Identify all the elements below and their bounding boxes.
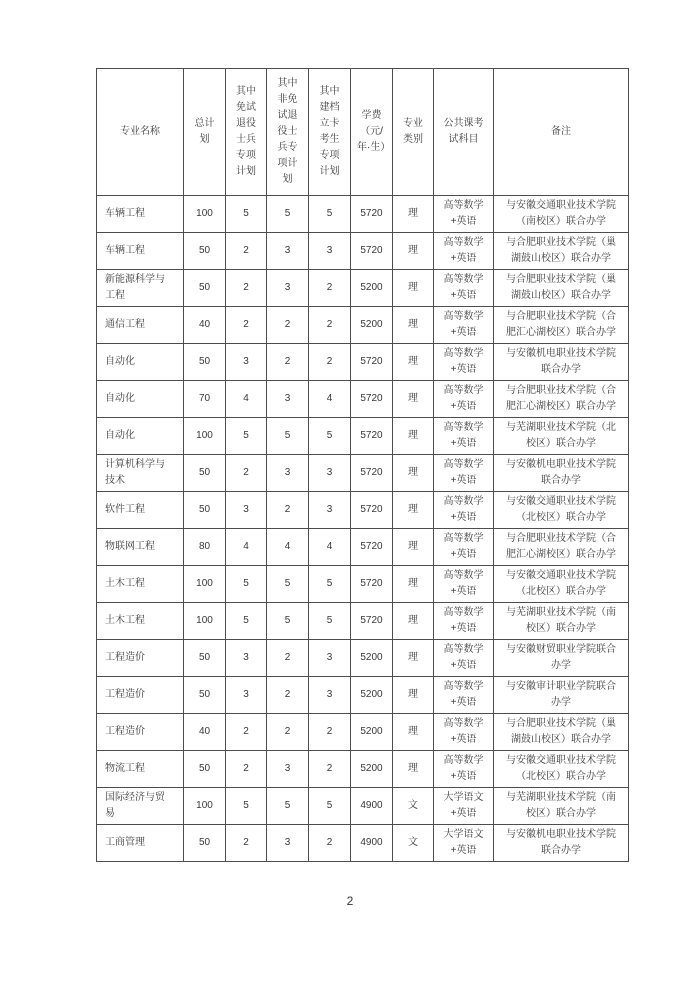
cell-exempt: 2: [226, 233, 267, 270]
cell-major: 工商管理: [97, 825, 184, 862]
cell-fee: 4900: [351, 825, 393, 862]
cell-fee: 5720: [351, 233, 393, 270]
cell-card: 5: [309, 788, 351, 825]
cell-major: 自动化: [97, 381, 184, 418]
cell-remark: 与合肥职业技术学院（巢湖鼓山校区）联合办学: [494, 233, 629, 270]
cell-category: 理: [393, 751, 434, 788]
cell-category: 理: [393, 492, 434, 529]
cell-non-exempt: 5: [267, 418, 309, 455]
table-row: [97, 233, 629, 270]
cell-subjects: 高等数学+英语: [434, 751, 494, 788]
cell-fee: 5720: [351, 566, 393, 603]
cell-remark: 与合肥职业技术学院（巢湖鼓山校区）联合办学: [494, 714, 629, 751]
cell-subjects: 高等数学+英语: [434, 270, 494, 307]
cell-category: 理: [393, 529, 434, 566]
cell-non-exempt: 2: [267, 640, 309, 677]
header-total-plan: 总计划: [184, 69, 226, 196]
table-row: [97, 603, 629, 640]
table-row: [97, 492, 629, 529]
cell-fee: 5200: [351, 714, 393, 751]
cell-card: 4: [309, 381, 351, 418]
header-public-exam-subjects: 公共课考试科目: [434, 69, 494, 196]
cell-category: 文: [393, 788, 434, 825]
cell-total: 50: [184, 825, 226, 862]
cell-exempt: 5: [226, 566, 267, 603]
header-tuition-fee: 学费（元/年·生）: [351, 69, 393, 196]
cell-subjects: 高等数学+英语: [434, 603, 494, 640]
cell-card: 2: [309, 714, 351, 751]
cell-remark: 与合肥职业技术学院（合肥汇心湖校区）联合办学: [494, 529, 629, 566]
table-row: [97, 307, 629, 344]
table-row: [97, 196, 629, 233]
cell-subjects: 高等数学+英语: [434, 492, 494, 529]
cell-non-exempt: 2: [267, 492, 309, 529]
cell-remark: 与安徽机电职业技术学院联合办学: [494, 344, 629, 381]
cell-major: 工程造价: [97, 714, 184, 751]
cell-category: 理: [393, 603, 434, 640]
cell-total: 80: [184, 529, 226, 566]
cell-major: 车辆工程: [97, 233, 184, 270]
cell-exempt: 5: [226, 788, 267, 825]
cell-card: 2: [309, 825, 351, 862]
cell-total: 100: [184, 566, 226, 603]
cell-non-exempt: 2: [267, 677, 309, 714]
cell-remark: 与芜湖职业技术学院（南校区）联合办学: [494, 603, 629, 640]
cell-remark: 与芜湖职业技术学院（南校区）联合办学: [494, 788, 629, 825]
cell-subjects: 高等数学+英语: [434, 233, 494, 270]
cell-subjects: 高等数学+英语: [434, 714, 494, 751]
cell-remark: 与安徽交通职业技术学院（北校区）联合办学: [494, 492, 629, 529]
cell-card: 3: [309, 640, 351, 677]
cell-remark: 与安徽交通职业技术学院（南校区）联合办学: [494, 196, 629, 233]
cell-exempt: 5: [226, 196, 267, 233]
cell-fee: 5720: [351, 418, 393, 455]
cell-remark: 与安徽财贸职业学院联合办学: [494, 640, 629, 677]
cell-card: 2: [309, 344, 351, 381]
cell-fee: 5200: [351, 640, 393, 677]
cell-total: 100: [184, 418, 226, 455]
table-row: [97, 529, 629, 566]
cell-fee: 5720: [351, 455, 393, 492]
cell-total: 50: [184, 455, 226, 492]
cell-remark: 与合肥职业技术学院（巢湖鼓山校区）联合办学: [494, 270, 629, 307]
cell-card: 2: [309, 307, 351, 344]
cell-card: 3: [309, 492, 351, 529]
cell-non-exempt: 2: [267, 307, 309, 344]
cell-remark: 与安徽机电职业技术学院联合办学: [494, 455, 629, 492]
cell-exempt: 2: [226, 455, 267, 492]
cell-major: 自动化: [97, 418, 184, 455]
cell-major: 通信工程: [97, 307, 184, 344]
header-major-category: 专业类别: [393, 69, 434, 196]
cell-subjects: 大学语文+英语: [434, 825, 494, 862]
table-row: [97, 418, 629, 455]
cell-non-exempt: 5: [267, 603, 309, 640]
cell-major: 土木工程: [97, 603, 184, 640]
cell-remark: 与安徽机电职业技术学院联合办学: [494, 825, 629, 862]
cell-major: 工程造价: [97, 640, 184, 677]
cell-fee: 5720: [351, 492, 393, 529]
cell-card: 3: [309, 455, 351, 492]
table-body: [97, 196, 629, 862]
table-row: [97, 714, 629, 751]
cell-major: 新能源科学与工程: [97, 270, 184, 307]
cell-exempt: 2: [226, 307, 267, 344]
cell-fee: 5200: [351, 270, 393, 307]
cell-subjects: 高等数学+英语: [434, 196, 494, 233]
cell-exempt: 2: [226, 825, 267, 862]
cell-remark: 与合肥职业技术学院（合肥汇心湖校区）联合办学: [494, 381, 629, 418]
cell-exempt: 5: [226, 603, 267, 640]
cell-total: 50: [184, 751, 226, 788]
cell-exempt: 2: [226, 714, 267, 751]
cell-total: 100: [184, 788, 226, 825]
cell-subjects: 高等数学+英语: [434, 344, 494, 381]
cell-total: 50: [184, 233, 226, 270]
cell-major: 软件工程: [97, 492, 184, 529]
cell-total: 50: [184, 640, 226, 677]
cell-fee: 5200: [351, 751, 393, 788]
cell-major: 自动化: [97, 344, 184, 381]
cell-total: 70: [184, 381, 226, 418]
cell-subjects: 高等数学+英语: [434, 307, 494, 344]
cell-total: 40: [184, 714, 226, 751]
cell-non-exempt: 2: [267, 344, 309, 381]
cell-fee: 5200: [351, 677, 393, 714]
cell-card: 3: [309, 677, 351, 714]
cell-exempt: 3: [226, 492, 267, 529]
cell-non-exempt: 5: [267, 196, 309, 233]
cell-card: 2: [309, 270, 351, 307]
cell-total: 50: [184, 344, 226, 381]
cell-category: 理: [393, 344, 434, 381]
cell-remark: 与安徽交通职业技术学院（北校区）联合办学: [494, 566, 629, 603]
cell-exempt: 5: [226, 418, 267, 455]
cell-category: 理: [393, 381, 434, 418]
cell-remark: 与合肥职业技术学院（合肥汇心湖校区）联合办学: [494, 307, 629, 344]
cell-total: 50: [184, 270, 226, 307]
cell-non-exempt: 2: [267, 714, 309, 751]
cell-fee: 5720: [351, 603, 393, 640]
cell-category: 理: [393, 714, 434, 751]
cell-major: 工程造价: [97, 677, 184, 714]
header-nonexempt-veteran-plan: 其中非免试退役士兵专项计划: [267, 69, 309, 196]
cell-fee: 5720: [351, 529, 393, 566]
cell-total: 100: [184, 196, 226, 233]
cell-category: 理: [393, 418, 434, 455]
cell-non-exempt: 4: [267, 529, 309, 566]
table-header-row: [97, 69, 629, 196]
table-row: [97, 455, 629, 492]
cell-major: 物联网工程: [97, 529, 184, 566]
cell-subjects: 高等数学+英语: [434, 640, 494, 677]
cell-category: 理: [393, 677, 434, 714]
cell-category: 理: [393, 455, 434, 492]
cell-non-exempt: 3: [267, 381, 309, 418]
cell-category: 文: [393, 825, 434, 862]
cell-card: 3: [309, 233, 351, 270]
cell-non-exempt: 5: [267, 566, 309, 603]
cell-non-exempt: 3: [267, 825, 309, 862]
header-exempt-veteran-plan: 其中免试退役士兵专项计划: [226, 69, 267, 196]
cell-non-exempt: 5: [267, 788, 309, 825]
cell-card: 5: [309, 196, 351, 233]
cell-major: 国际经济与贸易: [97, 788, 184, 825]
cell-subjects: 高等数学+英语: [434, 418, 494, 455]
cell-remark: 与安徽交通职业技术学院（北校区）联合办学: [494, 751, 629, 788]
table-row: [97, 381, 629, 418]
cell-card: 5: [309, 566, 351, 603]
cell-major: 计算机科学与技术: [97, 455, 184, 492]
cell-exempt: 2: [226, 270, 267, 307]
cell-remark: 与安徽审计职业学院联合办学: [494, 677, 629, 714]
cell-total: 100: [184, 603, 226, 640]
cell-category: 理: [393, 233, 434, 270]
cell-card: 4: [309, 529, 351, 566]
cell-non-exempt: 3: [267, 270, 309, 307]
cell-total: 50: [184, 492, 226, 529]
cell-category: 理: [393, 270, 434, 307]
table-row: [97, 566, 629, 603]
cell-category: 理: [393, 307, 434, 344]
cell-exempt: 3: [226, 344, 267, 381]
header-major-name: 专业名称: [97, 69, 184, 196]
cell-fee: 4900: [351, 788, 393, 825]
cell-category: 理: [393, 566, 434, 603]
cell-major: 车辆工程: [97, 196, 184, 233]
cell-exempt: 4: [226, 381, 267, 418]
cell-card: 2: [309, 751, 351, 788]
cell-subjects: 高等数学+英语: [434, 566, 494, 603]
table-row: [97, 640, 629, 677]
cell-fee: 5200: [351, 307, 393, 344]
cell-fee: 5720: [351, 344, 393, 381]
cell-subjects: 大学语文+英语: [434, 788, 494, 825]
cell-subjects: 高等数学+英语: [434, 381, 494, 418]
cell-total: 40: [184, 307, 226, 344]
cell-card: 5: [309, 603, 351, 640]
table-row: [97, 751, 629, 788]
table-row: [97, 677, 629, 714]
cell-remark: 与芜湖职业技术学院（北校区）联合办学: [494, 418, 629, 455]
cell-fee: 5720: [351, 196, 393, 233]
cell-fee: 5720: [351, 381, 393, 418]
cell-major: 土木工程: [97, 566, 184, 603]
cell-major: 物流工程: [97, 751, 184, 788]
header-remarks: 备注: [494, 69, 629, 196]
cell-card: 5: [309, 418, 351, 455]
cell-non-exempt: 3: [267, 233, 309, 270]
header-archive-card-plan: 其中建档立卡考生专项计划: [309, 69, 351, 196]
cell-non-exempt: 3: [267, 455, 309, 492]
cell-non-exempt: 3: [267, 751, 309, 788]
cell-exempt: 3: [226, 677, 267, 714]
table-row: [97, 344, 629, 381]
cell-exempt: 4: [226, 529, 267, 566]
cell-exempt: 3: [226, 640, 267, 677]
enrollment-plan-table: [96, 68, 629, 862]
cell-category: 理: [393, 196, 434, 233]
page-number: 2: [346, 894, 354, 908]
cell-subjects: 高等数学+英语: [434, 677, 494, 714]
table-row: [97, 788, 629, 825]
cell-subjects: 高等数学+英语: [434, 455, 494, 492]
cell-exempt: 2: [226, 751, 267, 788]
table-row: [97, 825, 629, 862]
cell-total: 50: [184, 677, 226, 714]
cell-subjects: 高等数学+英语: [434, 529, 494, 566]
table-row: [97, 270, 629, 307]
cell-category: 理: [393, 640, 434, 677]
